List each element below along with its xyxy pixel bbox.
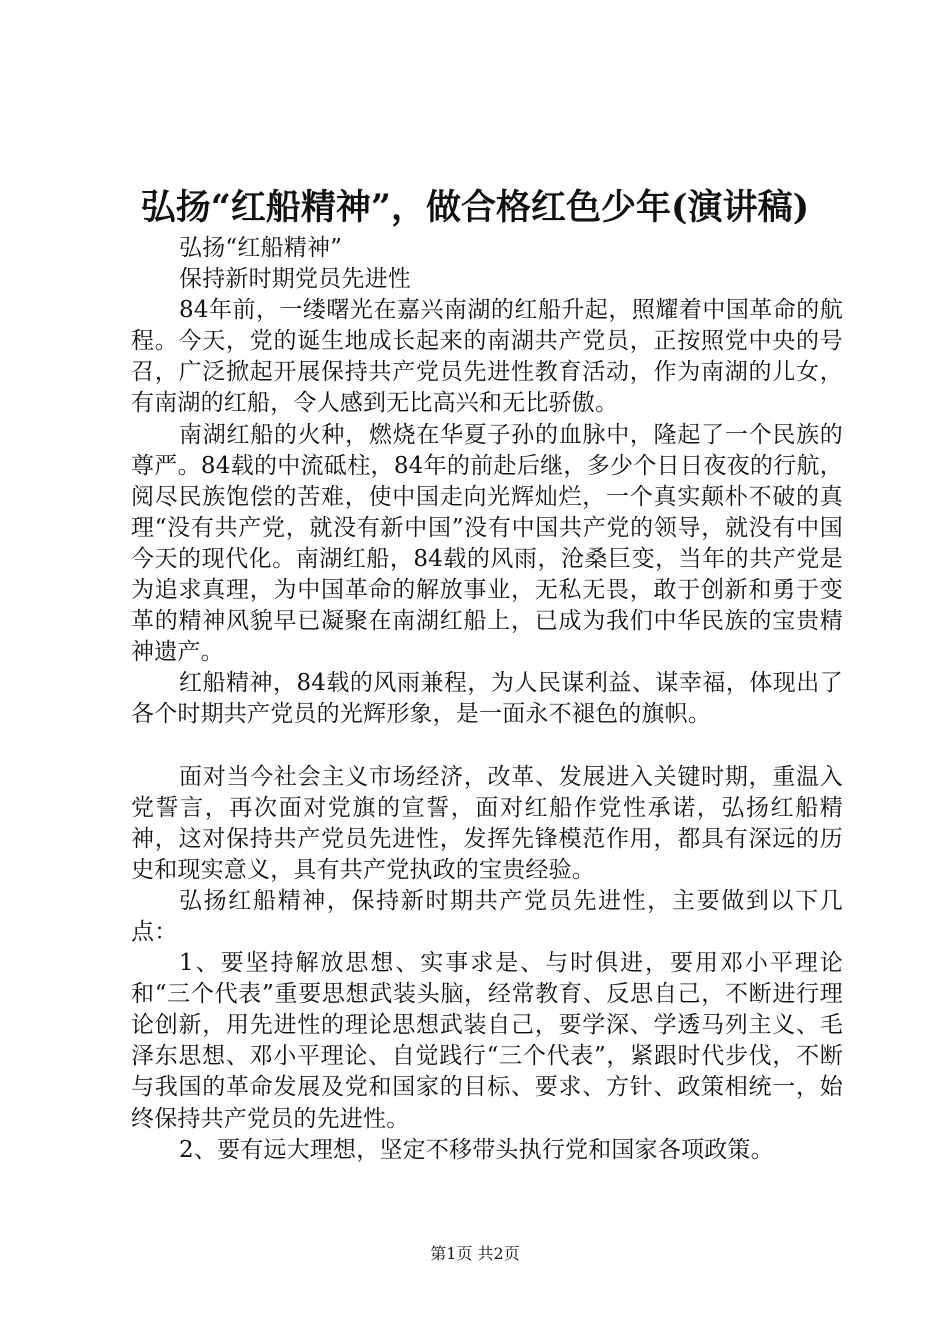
paragraph: 弘扬红船精神，保持新时期共产党员先进性，主要做到以下几点：: [131, 887, 843, 945]
page-number-footer: 第1页 共2页: [430, 1244, 520, 1263]
list-item-1: 1、要坚持解放思想、实事求是、与时俱进，要用邓小平理论和“三个代表”重要思想武装头脑，经常教育、反思自己，不断进行理论创新，用先进性的理论思想武装自己，要学深、学透马列主义、毛泽东思想、邓小平理论、自觉践行“三个代表”，紧跟时代步伐，不断与我国的革命发展及党和国家的目标、要求、方针、政策相统一，始终保持共产党员的先进性。: [131, 950, 843, 1132]
paragraph: 红船精神，84载的风雨兼程，为人民谋利益、谋幸福，体现出了各个时期共产党员的光辉形象，是一面永不褪色的旗帜。: [131, 670, 843, 728]
paragraph: 面对当今社会主义市场经济，改革、发展进入关键时期，重温入党誓言，再次面对党旗的宣誓，面对红船作党性承诺，弘扬红船精神，这对保持共产党员先进性，发挥先锋模范作用，都具有深远的历史和现实意义，具有共产党执政的宝贵经验。: [131, 763, 843, 883]
document-body: [131, 233, 843, 1166]
subtitle-line-2: 保持新时期党员先进性: [179, 266, 411, 293]
document-title: 弘扬“红船精神”，做合格红色少年(演讲稿): [140, 187, 810, 228]
list-item-2: 2、要有远大理想，坚定不移带头执行党和国家各项政策。: [179, 1136, 774, 1163]
subtitle-line-1: 弘扬“红船精神”: [179, 235, 343, 261]
paragraph: 84年前，一缕曙光在嘉兴南湖的红船升起，照耀着中国革命的航程。今天，党的诞生地成长起来的南湖共产党员，正按照党中央的号召，广泛掀起开展保持共产党员先进性教育活动，作为南湖的儿女，有南湖的红船，令人感到无比高兴和无比骄傲。: [131, 297, 843, 417]
paragraph: 南湖红船的火种，燃烧在华夏子孙的血脉中，隆起了一个民族的尊严。84载的中流砥柱，84年的前赴后继，多少个日日夜夜的行航，阅尽民族饱偿的苦难，使中国走向光辉灿烂，一个真实颠朴不破的真理“没有共产党，就没有新中国”没有中国共产党的领导，就没有中国今天的现代化。南湖红船，84载的风雨，沧桑巨变，当年的共产党是为追求真理，为中国革命的解放事业，无私无畏，敢于创新和勇于变革的精神风貌早已凝聚在南湖红船上，已成为我们中华民族的宝贵精神遗产。: [131, 421, 843, 666]
